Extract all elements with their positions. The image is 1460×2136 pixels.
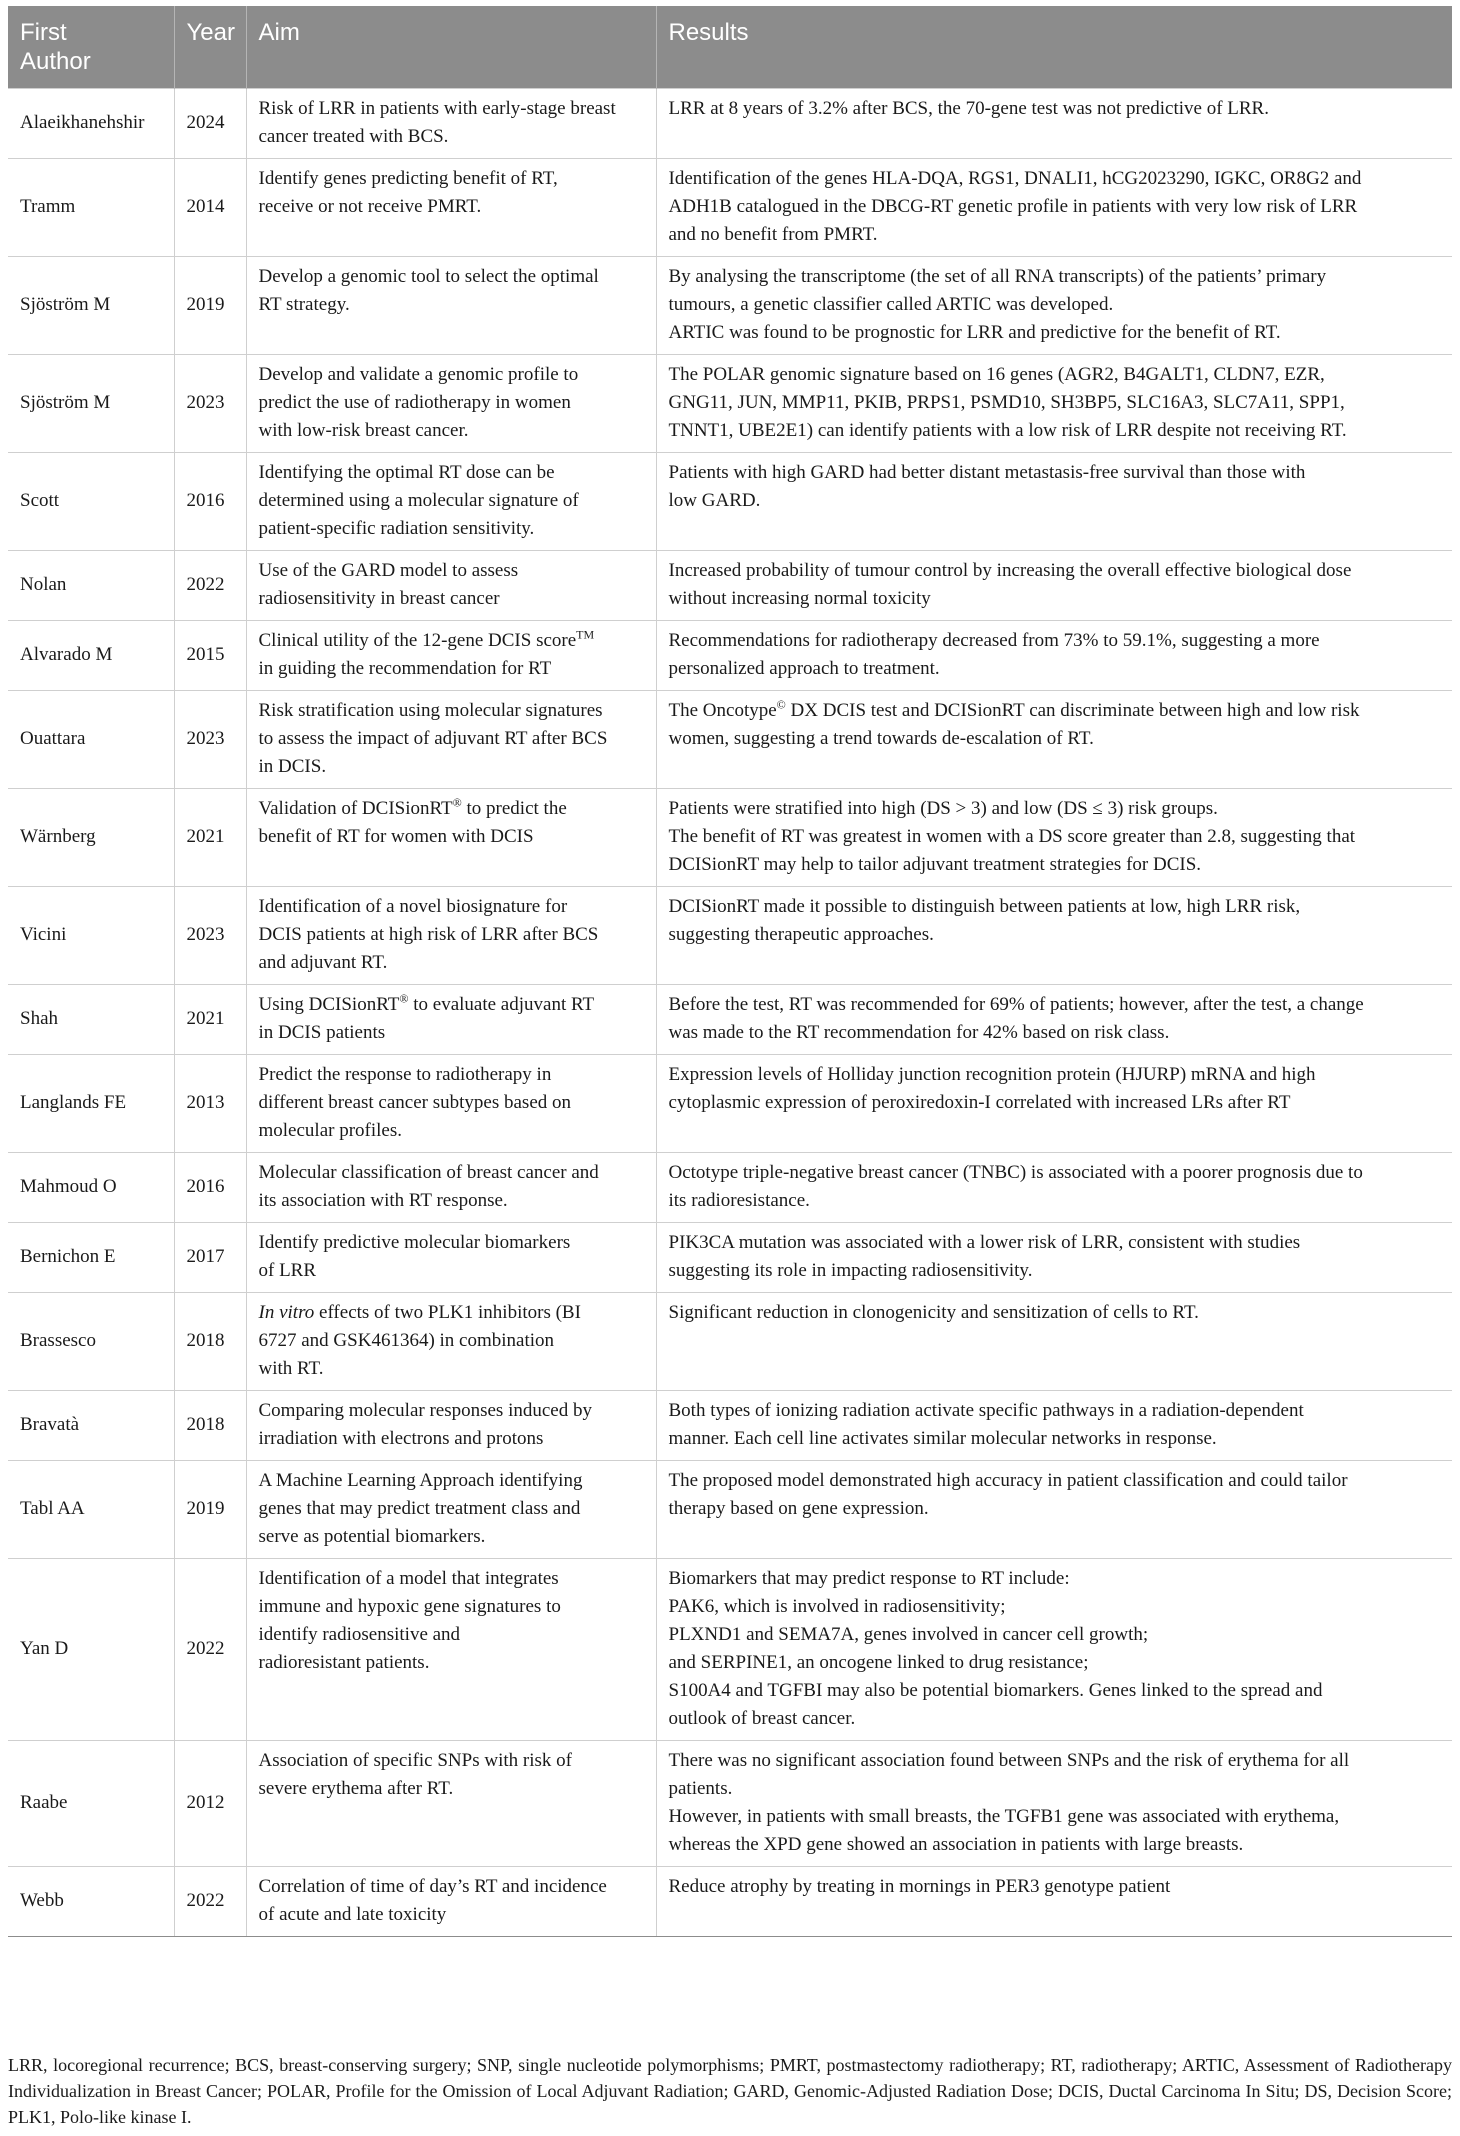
cell-first-author: Sjöström M [8,355,174,453]
cell-first-author: Wärnberg [8,789,174,887]
cell-results: Biomarkers that may predict response to RT include: PAK6, which is involved in radiosensitivity; PLXND1 and SEMA7A, genes involved in cancer cell growth; and SERPINE1, an oncogene linked to drug resistance; S100A4 and TGFBI may also be potential biomarkers. Genes linked to the spread and outlook of breast cancer. [656,1559,1452,1741]
table-row [8,257,1452,355]
cell-aim: Use of the GARD model to assess radiosensitivity in breast cancer [246,551,656,621]
cell-year: 2016 [174,453,246,551]
cell-results: Patients with high GARD had better distant metastasis-free survival than those with low GARD. [656,453,1452,551]
cell-aim: Clinical utility of the 12-gene DCIS score™ in guiding the recommendation for RT [246,621,656,691]
cell-aim: Predict the response to radiotherapy in different breast cancer subtypes based on molecular profiles. [246,1055,656,1153]
cell-results: There was no significant association found between SNPs and the risk of erythema for all patients. However, in patients with small breasts, the TGFB1 gene was associated with erythema, whereas the XPD gene showed an association in patients with large breasts. [656,1741,1452,1867]
table-row [8,1391,1452,1461]
table-row [8,1153,1452,1223]
cell-results: The proposed model demonstrated high accuracy in patient classification and could tailor therapy based on gene expression. [656,1461,1452,1559]
cell-year: 2022 [174,1559,246,1741]
cell-aim: Risk stratification using molecular signatures to assess the impact of adjuvant RT after BCS in DCIS. [246,691,656,789]
cell-aim: Identification of a model that integrates immune and hypoxic gene signatures to identify radiosensitive and radioresistant patients. [246,1559,656,1741]
cell-year: 2018 [174,1391,246,1461]
table-row [8,453,1452,551]
header-year: Year [174,6,246,89]
copyright-mark: © [776,697,786,712]
header-aim: Aim [246,6,656,89]
cell-results: Increased probability of tumour control by increasing the overall effective biological dose without increasing normal toxicity [656,551,1452,621]
cell-year: 2022 [174,551,246,621]
cell-year: 2024 [174,89,246,159]
cell-results: Patients were stratified into high (DS > 3) and low (DS ≤ 3) risk groups. The benefit of RT was greatest in women with a DS score greater than 2.8, suggesting that DCISionRT may help to tailor adjuvant treatment strategies for DCIS. [656,789,1452,887]
cell-first-author: Bernichon E [8,1223,174,1293]
table-row [8,1293,1452,1391]
table-row [8,551,1452,621]
header-first-author: First Author [8,6,174,89]
table-row [8,159,1452,257]
table-row [8,355,1452,453]
cell-year: 2021 [174,789,246,887]
cell-first-author: Bravatà [8,1391,174,1461]
cell-first-author: Ouattara [8,691,174,789]
table-row [8,1055,1452,1153]
cell-results: Octotype triple-negative breast cancer (TNBC) is associated with a poorer prognosis due to its radioresistance. [656,1153,1452,1223]
table-row [8,1559,1452,1741]
cell-results: LRR at 8 years of 3.2% after BCS, the 70-gene test was not predictive of LRR. [656,89,1452,159]
cell-year: 2023 [174,691,246,789]
cell-year: 2019 [174,257,246,355]
cell-results: Identification of the genes HLA-DQA, RGS1, DNALI1, hCG2023290, IGKC, OR8G2 and ADH1B catalogued in the DBCG-RT genetic profile in patients with very low risk of LRR and no benefit from PMRT. [656,159,1452,257]
table-row [8,691,1452,789]
studies-table-container [8,6,1452,1937]
cell-aim: In vitro effects of two PLK1 inhibitors (BI 6727 and GSK461364) in combination with RT. [246,1293,656,1391]
header-results: Results [656,6,1452,89]
table-footnote: LRR, locoregional recurrence; BCS, breast-conserving surgery; SNP, single nucleotide polymorphisms; PMRT, postmastectomy radiotherapy; RT, radiotherapy; ARTIC, Assessment of Radiotherapy Individualization in Breast Cancer; POLAR, Profile for the Omission of Local Adjuvant Radiation; GARD, Genomic-Adjusted Radiation Dose; DCIS, Ductal Carcinoma In Situ; DS, Decision Score; PLK1, Polo-like kinase I. [8,2055,1452,2127]
cell-results: Recommendations for radiotherapy decreased from 73% to 59.1%, suggesting a more personalized approach to treatment. [656,621,1452,691]
cell-year: 2015 [174,621,246,691]
trademark-mark: TM [576,627,595,642]
cell-year: 2022 [174,1867,246,1937]
cell-aim: Molecular classification of breast cancer and its association with RT response. [246,1153,656,1223]
table-row [8,621,1452,691]
trademark-mark: ® [399,991,409,1006]
cell-results: Reduce atrophy by treating in mornings in PER3 genotype patient [656,1867,1452,1937]
italic-term: In vitro [258,1302,315,1323]
cell-year: 2018 [174,1293,246,1391]
cell-aim: Identification of a novel biosignature for DCIS patients at high risk of LRR after BCS and adjuvant RT. [246,887,656,985]
cell-results: DCISionRT made it possible to distinguish between patients at low, high LRR risk, suggesting therapeutic approaches. [656,887,1452,985]
cell-first-author: Nolan [8,551,174,621]
cell-first-author: Mahmoud O [8,1153,174,1223]
cell-year: 2012 [174,1741,246,1867]
cell-results: PIK3CA mutation was associated with a lower risk of LRR, consistent with studies suggesting its role in impacting radiosensitivity. [656,1223,1452,1293]
cell-first-author: Langlands FE [8,1055,174,1153]
trademark-mark: ® [452,795,462,810]
cell-first-author: Alaeikhanehshir [8,89,174,159]
cell-results: The POLAR genomic signature based on 16 genes (AGR2, B4GALT1, CLDN7, EZR, GNG11, JUN, MMP11, PKIB, PRPS1, PSMD10, SH3BP5, SLC16A3, SLC7A11, SPP1, TNNT1, UBE2E1) can identify patients with a low risk of LRR despite not receiving RT. [656,355,1452,453]
cell-first-author: Webb [8,1867,174,1937]
cell-aim: Develop a genomic tool to select the optimal RT strategy. [246,257,656,355]
cell-first-author: Sjöström M [8,257,174,355]
cell-aim: Identify genes predicting benefit of RT, receive or not receive PMRT. [246,159,656,257]
cell-year: 2017 [174,1223,246,1293]
cell-aim: A Machine Learning Approach identifying genes that may predict treatment class and serve as potential biomarkers. [246,1461,656,1559]
cell-aim: Risk of LRR in patients with early-stage breast cancer treated with BCS. [246,89,656,159]
table-header-row [8,6,1452,89]
cell-first-author: Brassesco [8,1293,174,1391]
cell-first-author: Alvarado M [8,621,174,691]
table-row [8,1867,1452,1937]
cell-results: By analysing the transcriptome (the set of all RNA transcripts) of the patients’ primary tumours, a genetic classifier called ARTIC was developed. ARTIC was found to be prognostic for LRR and predictive for the benefit of RT. [656,257,1452,355]
cell-aim: Correlation of time of day’s RT and incidence of acute and late toxicity [246,1867,656,1937]
cell-aim: Develop and validate a genomic profile to predict the use of radiotherapy in women with low-risk breast cancer. [246,355,656,453]
cell-aim: Association of specific SNPs with risk of severe erythema after RT. [246,1741,656,1867]
table-row [8,1741,1452,1867]
table-row [8,89,1452,159]
cell-year: 2019 [174,1461,246,1559]
cell-first-author: Yan D [8,1559,174,1741]
cell-year: 2013 [174,1055,246,1153]
cell-first-author: Raabe [8,1741,174,1867]
cell-aim: Validation of DCISionRT® to predict the benefit of RT for women with DCIS [246,789,656,887]
cell-results: Both types of ionizing radiation activate specific pathways in a radiation-dependent manner. Each cell line activates similar molecular networks in response. [656,1391,1452,1461]
cell-year: 2023 [174,355,246,453]
cell-results: The Oncotype© DX DCIS test and DCISionRT can discriminate between high and low risk women, suggesting a trend towards de-escalation of RT. [656,691,1452,789]
cell-year: 2016 [174,1153,246,1223]
cell-aim: Comparing molecular responses induced by irradiation with electrons and protons [246,1391,656,1461]
cell-first-author: Tabl AA [8,1461,174,1559]
studies-table [8,6,1452,1937]
cell-aim: Using DCISionRT® to evaluate adjuvant RT in DCIS patients [246,985,656,1055]
cell-year: 2023 [174,887,246,985]
table-row [8,1223,1452,1293]
cell-first-author: Shah [8,985,174,1055]
cell-year: 2021 [174,985,246,1055]
cell-first-author: Scott [8,453,174,551]
cell-year: 2014 [174,159,246,257]
cell-results: Significant reduction in clonogenicity and sensitization of cells to RT. [656,1293,1452,1391]
cell-aim: Identifying the optimal RT dose can be determined using a molecular signature of patient-specific radiation sensitivity. [246,453,656,551]
table-row [8,789,1452,887]
cell-first-author: Tramm [8,159,174,257]
cell-results: Before the test, RT was recommended for 69% of patients; however, after the test, a change was made to the RT recommendation for 42% based on risk class. [656,985,1452,1055]
table-row [8,887,1452,985]
cell-results: Expression levels of Holliday junction recognition protein (HJURP) mRNA and high cytoplasmic expression of peroxiredoxin-I correlated with increased LRs after RT [656,1055,1452,1153]
table-row [8,985,1452,1055]
cell-aim: Identify predictive molecular biomarkers of LRR [246,1223,656,1293]
cell-first-author: Vicini [8,887,174,985]
table-row [8,1461,1452,1559]
